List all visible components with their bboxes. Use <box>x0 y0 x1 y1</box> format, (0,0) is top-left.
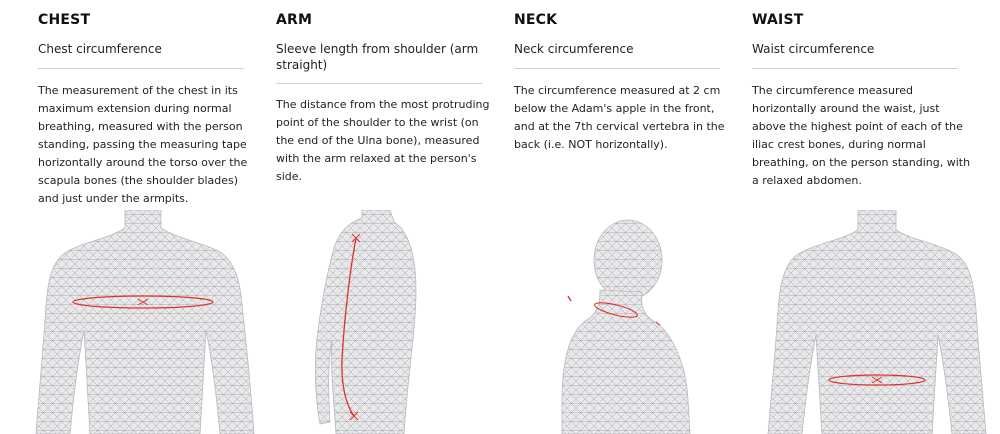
measurement-subtitle: Waist circumference <box>752 42 875 56</box>
measurement-title: WAIST <box>752 12 804 28</box>
divider <box>38 68 244 69</box>
measurement-subtitle: Chest circumference <box>38 42 162 56</box>
chest-measurement-icon <box>30 210 256 434</box>
measurement-description: The distance from the most protruding point of the shoulder to the wrist (on the end of the Ulna bone), measured with the arm relaxed at the person's side. <box>276 98 490 183</box>
divider <box>514 68 720 69</box>
measurement-subtitle: Sleeve length from shoulder (arm straight) <box>276 42 479 72</box>
arm-measurement-icon <box>270 210 494 434</box>
measurement-subtitle: Neck circumference <box>514 42 634 56</box>
divider <box>752 68 958 69</box>
measurement-description: The measurement of the chest in its maximum extension during normal breathing, measured with the person standing, passing the measuring tape horizontally around the torso over the scapula bones (the shoulder blades) and just under the armpits. <box>38 84 248 205</box>
measurement-title: CHEST <box>38 12 91 28</box>
waist-measurement-icon <box>764 210 990 434</box>
divider <box>276 83 482 84</box>
measurement-description: The circumference measured horizontally around the waist, just above the highest point of each of the iliac crest bones, during normal breathing, on the person standing, with a relaxed abdomen. <box>752 84 971 187</box>
neck-measurement-icon <box>540 210 700 434</box>
measurement-description: The circumference measured at 2 cm below the Adam's apple in the front, and at the 7th cervical vertebra in the back (i.e. NOT horizontally). <box>514 84 725 151</box>
measurement-title: ARM <box>276 12 313 28</box>
measurement-title: NECK <box>514 12 558 28</box>
